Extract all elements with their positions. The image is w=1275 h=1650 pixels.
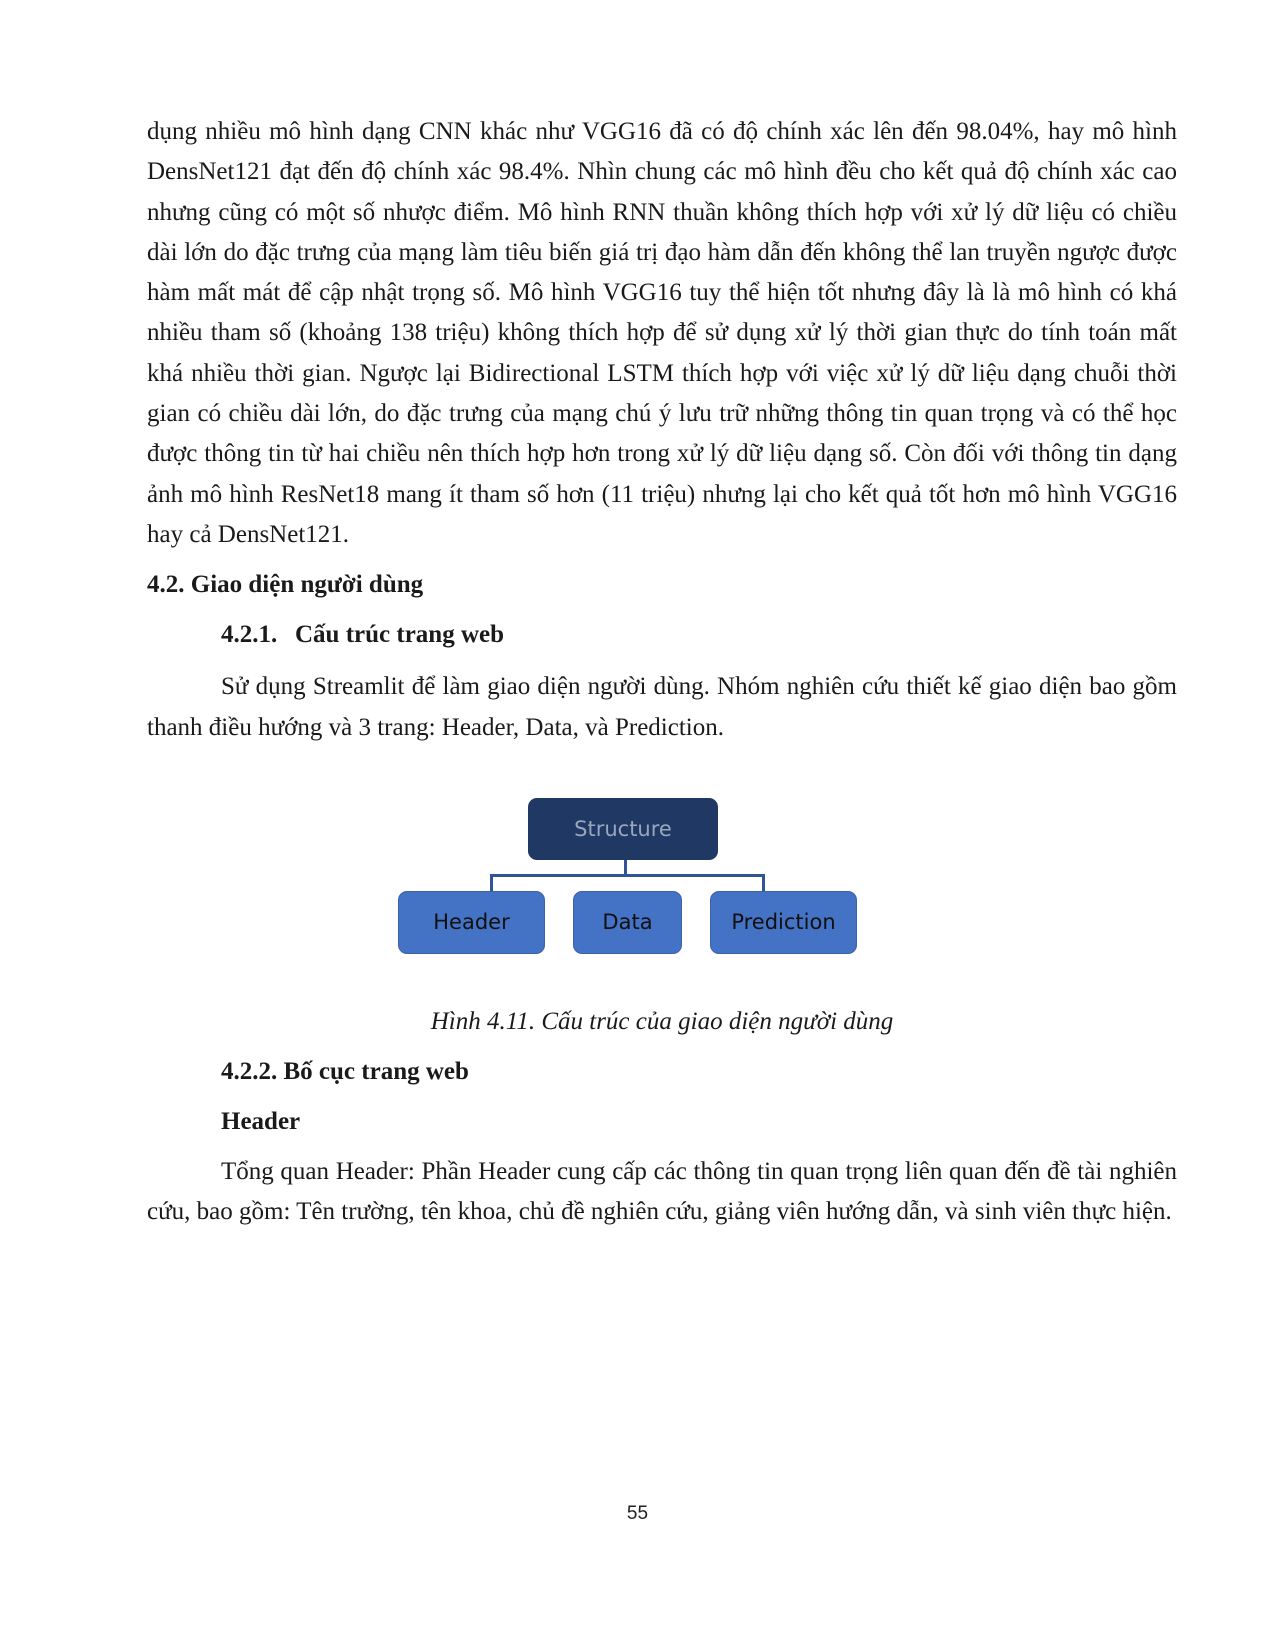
document-page (147, 112, 1177, 1232)
diagram-node-prediction: Prediction (710, 891, 857, 954)
page-number: 55 (626, 1503, 649, 1524)
diagram-node-structure: Structure (528, 798, 718, 860)
paragraph-streamlit: Sử dụng Streamlit để làm giao diện người dùng. Nhóm nghiên cứu thiết kế giao diện bao gồm thanh điều hướng và 3 trang: Header, Data, và Prediction. (147, 673, 1177, 741)
section-heading-4-2: 4.2. Giao diện người dùng (147, 571, 424, 599)
connector-vertical-root (624, 860, 627, 874)
figure-caption: Hình 4.11. Cấu trúc của giao diện người dùng (430, 1007, 894, 1035)
paragraph-header-overview: Tổng quan Header: Phần Header cung cấp các thông tin quan trọng liên quan đến đề tài nghiên cứu, bao gồm: Tên trường, tên khoa, chủ đề nghiên cứu, giảng viên hướng dẫn, và sinh viên thực hiện. (147, 1157, 1177, 1226)
connector-vertical-header (490, 874, 493, 891)
connector-vertical-prediction (762, 874, 765, 891)
diagram-node-header: Header (398, 891, 545, 954)
diagram-node-data: Data (573, 891, 682, 954)
connector-horizontal (490, 874, 765, 877)
subsection-title: Cấu trúc trang web (295, 621, 505, 649)
heading-header: Header (221, 1107, 301, 1135)
subsection-heading-4-2-1 (221, 615, 1177, 655)
paragraph-model-comparison: dụng nhiều mô hình dạng CNN khác như VGG16 đã có độ chính xác lên đến 98.04%, hay mô hình DensNet121 đạt đến độ chính xác 98.4%. Nhìn chung các mô hình đều cho kết quả độ chính xác cao nhưng cũng có một số nhược điểm. Mô hình RNN thuần không thích hợp với xử lý dữ liệu có chiều dài lớn do đặc trưng của mạng làm tiêu biến giá trị đạo hàm dẫn đến không thể lan truyền ngược được hàm mất mát để cập nhật trọng số. Mô hình VGG16 tuy thể hiện tốt nhưng đây là là mô hình có khá nhiều tham số (khoảng 138 triệu) không thích hợp để sử dụng xử lý thời gian thực do tính toán mất khá nhiều thời gian. Ngược lại Bidirectional LSTM thích hợp với việc xử lý dữ liệu dạng chuỗi thời gian có chiều dài lớn, do đặc trưng của mạng chú ý lưu trữ những thông tin quan trọng và có thể học được thông tin từ hai chiều nên thích hợp hơn trong xử lý dữ liệu dạng số. Còn đối với thông tin dạng ảnh mô hình ResNet18 mang ít tham số hơn (11 triệu) nhưng lại cho kết quả tốt hơn mô hình VGG16 hay cả DensNet121. (147, 118, 1177, 548)
subsection-number: 4.2.1. (221, 621, 278, 649)
structure-diagram (147, 798, 1177, 998)
subsection-heading-4-2-2: 4.2.2. Bố cục trang web (221, 1057, 469, 1085)
